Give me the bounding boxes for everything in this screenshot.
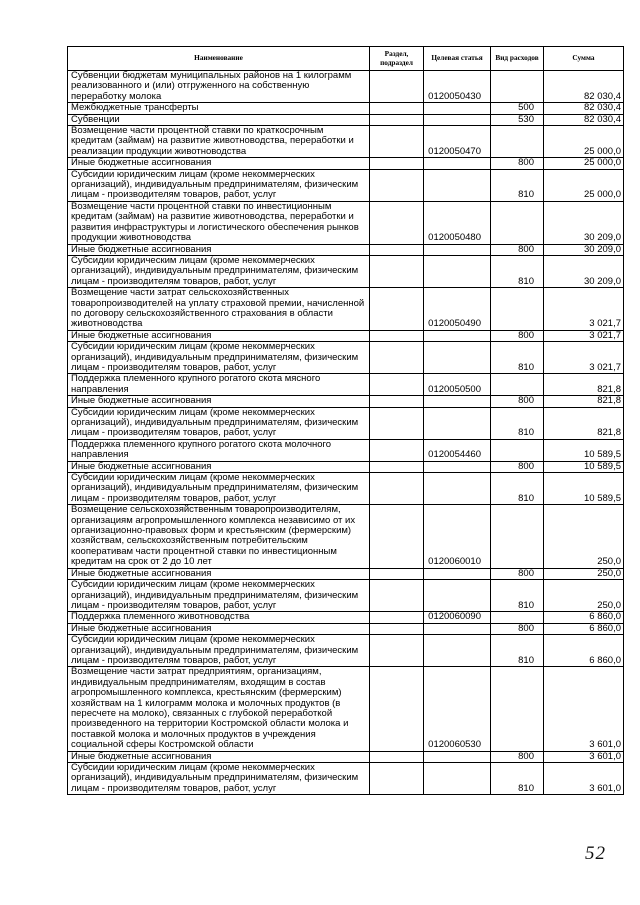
table-row (68, 126, 624, 158)
table-row (68, 612, 624, 623)
cell-sum: 30 209,0 (544, 201, 624, 244)
cell-article (424, 751, 491, 762)
cell-section (370, 623, 424, 634)
cell-section (370, 505, 424, 568)
cell-section (370, 158, 424, 169)
cell-article (424, 396, 491, 407)
cell-type: 810 (491, 473, 544, 505)
table-row (68, 751, 624, 762)
cell-article: 0120060010 (424, 505, 491, 568)
table-row (68, 374, 624, 396)
table-row (68, 461, 624, 472)
table-row (68, 244, 624, 255)
cell-section (370, 374, 424, 396)
cell-type: 810 (491, 169, 544, 201)
cell-type: 810 (491, 580, 544, 612)
table-row (68, 568, 624, 579)
cell-article (424, 623, 491, 634)
cell-sum: 3 601,0 (544, 667, 624, 751)
cell-type (491, 71, 544, 103)
cell-article (424, 461, 491, 472)
cell-section (370, 126, 424, 158)
table-row (68, 114, 624, 125)
cell-type: 800 (491, 461, 544, 472)
cell-section (370, 396, 424, 407)
cell-name: Субсидии юридическим лицам (кроме некоммерческих организаций), индивидуальным предпринимателям, физическим лицам - производителям товаров, работ, услуг (68, 342, 370, 374)
cell-section (370, 71, 424, 103)
cell-section (370, 114, 424, 125)
cell-sum: 25 000,0 (544, 158, 624, 169)
cell-sum: 30 209,0 (544, 255, 624, 287)
cell-article (424, 158, 491, 169)
cell-section (370, 407, 424, 439)
cell-sum: 6 860,0 (544, 635, 624, 667)
cell-section (370, 751, 424, 762)
cell-name: Возмещение части процентной ставки по инвестиционным кредитам (займам) на развитие животноводства, переработки и развития инфраструктуры и логистического обеспечения рынков продукции животноводства (68, 201, 370, 244)
budget-table (67, 46, 624, 795)
cell-sum: 10 589,5 (544, 439, 624, 461)
cell-type: 800 (491, 396, 544, 407)
cell-name: Субвенции бюджетам муниципальных районов на 1 килограмм реализованного и (или) отгруженного на собственную переработку молока (68, 71, 370, 103)
cell-name: Субсидии юридическим лицам (кроме некоммерческих организаций), индивидуальным предпринимателям, физическим лицам - производителям товаров, работ, услуг (68, 763, 370, 795)
header-name: Наименование (68, 47, 370, 71)
cell-sum: 10 589,5 (544, 461, 624, 472)
table-row (68, 158, 624, 169)
cell-article (424, 568, 491, 579)
cell-type (491, 505, 544, 568)
cell-name: Иные бюджетные ассигнования (68, 244, 370, 255)
cell-sum: 25 000,0 (544, 169, 624, 201)
cell-type (491, 374, 544, 396)
cell-section (370, 763, 424, 795)
cell-sum: 82 030,4 (544, 71, 624, 103)
cell-sum: 30 209,0 (544, 244, 624, 255)
cell-sum: 6 860,0 (544, 612, 624, 623)
cell-name: Иные бюджетные ассигнования (68, 568, 370, 579)
cell-article: 0120060530 (424, 667, 491, 751)
cell-name: Поддержка племенного животноводства (68, 612, 370, 623)
cell-type: 800 (491, 568, 544, 579)
cell-name: Иные бюджетные ассигнования (68, 461, 370, 472)
cell-sum: 82 030,4 (544, 114, 624, 125)
cell-sum: 3 021,7 (544, 288, 624, 331)
cell-type: 800 (491, 751, 544, 762)
cell-article (424, 763, 491, 795)
table-row (68, 635, 624, 667)
cell-name: Иные бюджетные ассигнования (68, 751, 370, 762)
page-number: 52 (585, 843, 606, 864)
cell-type: 800 (491, 158, 544, 169)
table-row (68, 667, 624, 751)
cell-sum: 250,0 (544, 505, 624, 568)
cell-section (370, 288, 424, 331)
header-article: Целевая статья (424, 47, 491, 71)
table-row (68, 169, 624, 201)
cell-name: Субсидии юридическим лицам (кроме некоммерческих организаций), индивидуальным предпринимателям, физическим лицам - производителям товаров, работ, услуг (68, 169, 370, 201)
cell-section (370, 103, 424, 114)
cell-name: Иные бюджетные ассигнования (68, 158, 370, 169)
cell-name: Возмещение части затрат предприятиям, организациям, индивидуальным предпринимателям, входящим в состав агропромышленного комплекса, крестьянским (фермерским) хозяйствам на 1 килограмм молока и молочных продуктов (в пересчете на молоко), связанных с глубокой переработкой произведенного на территории Костромской области молока и поставкой молока и молочных продуктов в учреждения социальной сферы Костромской области (68, 667, 370, 751)
cell-section (370, 580, 424, 612)
cell-type: 810 (491, 635, 544, 667)
cell-article: 0120054460 (424, 439, 491, 461)
cell-sum: 821,8 (544, 396, 624, 407)
cell-article (424, 330, 491, 341)
cell-type (491, 612, 544, 623)
cell-sum: 3 601,0 (544, 751, 624, 762)
cell-name: Субсидии юридическим лицам (кроме некоммерческих организаций), индивидуальным предпринимателям, физическим лицам - производителям товаров, работ, услуг (68, 635, 370, 667)
cell-article: 0120050430 (424, 71, 491, 103)
cell-type (491, 126, 544, 158)
cell-type: 800 (491, 623, 544, 634)
cell-section (370, 244, 424, 255)
cell-sum: 25 000,0 (544, 126, 624, 158)
header-sum: Сумма (544, 47, 624, 71)
cell-article (424, 255, 491, 287)
cell-sum: 821,8 (544, 407, 624, 439)
cell-section (370, 667, 424, 751)
cell-sum: 3 601,0 (544, 763, 624, 795)
cell-article (424, 580, 491, 612)
cell-section (370, 612, 424, 623)
cell-name: Иные бюджетные ассигнования (68, 623, 370, 634)
table-row (68, 288, 624, 331)
cell-name: Межбюджетные трансферты (68, 103, 370, 114)
cell-type: 500 (491, 103, 544, 114)
cell-type (491, 288, 544, 331)
table-row (68, 71, 624, 103)
cell-article (424, 342, 491, 374)
table-row (68, 623, 624, 634)
cell-section (370, 439, 424, 461)
cell-sum: 3 021,7 (544, 330, 624, 341)
cell-type: 810 (491, 342, 544, 374)
table-body (68, 71, 624, 795)
cell-article (424, 635, 491, 667)
table-row (68, 103, 624, 114)
cell-type: 810 (491, 407, 544, 439)
cell-section (370, 201, 424, 244)
cell-article (424, 473, 491, 505)
cell-type: 810 (491, 763, 544, 795)
cell-sum: 250,0 (544, 568, 624, 579)
cell-article: 0120050490 (424, 288, 491, 331)
cell-article (424, 169, 491, 201)
cell-article (424, 103, 491, 114)
cell-type (491, 201, 544, 244)
table-row (68, 505, 624, 568)
cell-sum: 821,8 (544, 374, 624, 396)
cell-name: Субсидии юридическим лицам (кроме некоммерческих организаций), индивидуальным предпринимателям, физическим лицам - производителям товаров, работ, услуг (68, 580, 370, 612)
cell-name: Возмещение части затрат сельскохозяйственных товаропроизводителей на уплату страховой премии, начисленной по договору сельскохозяйственного страхования в области животноводства (68, 288, 370, 331)
cell-article: 0120060090 (424, 612, 491, 623)
table-row (68, 342, 624, 374)
cell-sum: 6 860,0 (544, 623, 624, 634)
cell-sum: 10 589,5 (544, 473, 624, 505)
cell-section (370, 330, 424, 341)
table-row (68, 763, 624, 795)
cell-article: 0120050480 (424, 201, 491, 244)
cell-name: Субсидии юридическим лицам (кроме некоммерческих организаций), индивидуальным предпринимателям, физическим лицам - производителям товаров, работ, услуг (68, 255, 370, 287)
table-row (68, 201, 624, 244)
cell-name: Иные бюджетные ассигнования (68, 396, 370, 407)
table-row (68, 255, 624, 287)
budget-table-page (67, 46, 623, 795)
cell-section (370, 342, 424, 374)
cell-type: 800 (491, 330, 544, 341)
cell-article (424, 407, 491, 439)
cell-sum: 82 030,4 (544, 103, 624, 114)
cell-type (491, 439, 544, 461)
cell-section (370, 461, 424, 472)
header-section: Раздел, подраздел (370, 47, 424, 71)
cell-name: Поддержка племенного крупного рогатого скота молочного направления (68, 439, 370, 461)
cell-section (370, 255, 424, 287)
cell-article: 0120050470 (424, 126, 491, 158)
table-row (68, 580, 624, 612)
cell-name: Иные бюджетные ассигнования (68, 330, 370, 341)
table-row (68, 439, 624, 461)
cell-type (491, 667, 544, 751)
cell-section (370, 568, 424, 579)
cell-name: Субсидии юридическим лицам (кроме некоммерческих организаций), индивидуальным предпринимателям, физическим лицам - производителям товаров, работ, услуг (68, 407, 370, 439)
cell-section (370, 635, 424, 667)
cell-type: 810 (491, 255, 544, 287)
table-row (68, 473, 624, 505)
cell-article: 0120050500 (424, 374, 491, 396)
cell-name: Возмещение сельскохозяйственным товаропроизводителям, организациям агропромышленного комплекса независимо от их организационно-правовых форм и крестьянским (фермерским) хозяйствам, сельскохозяйственным потребительским кооперативам части процентной ставки по инвестиционным кредитам на срок от 2 до 10 лет (68, 505, 370, 568)
cell-sum: 250,0 (544, 580, 624, 612)
table-row (68, 407, 624, 439)
cell-section (370, 169, 424, 201)
cell-name: Субсидии юридическим лицам (кроме некоммерческих организаций), индивидуальным предпринимателям, физическим лицам - производителям товаров, работ, услуг (68, 473, 370, 505)
cell-type: 530 (491, 114, 544, 125)
cell-type: 800 (491, 244, 544, 255)
cell-section (370, 473, 424, 505)
header-type: Вид расходов (491, 47, 544, 71)
table-row (68, 330, 624, 341)
cell-sum: 3 021,7 (544, 342, 624, 374)
table-header-row (68, 47, 624, 71)
cell-article (424, 244, 491, 255)
cell-name: Поддержка племенного крупного рогатого скота мясного направления (68, 374, 370, 396)
cell-article (424, 114, 491, 125)
cell-name: Возмещение части процентной ставки по краткосрочным кредитам (займам) на развитие животноводства, переработки и реализации продукции животноводства (68, 126, 370, 158)
table-row (68, 396, 624, 407)
cell-name: Субвенции (68, 114, 370, 125)
